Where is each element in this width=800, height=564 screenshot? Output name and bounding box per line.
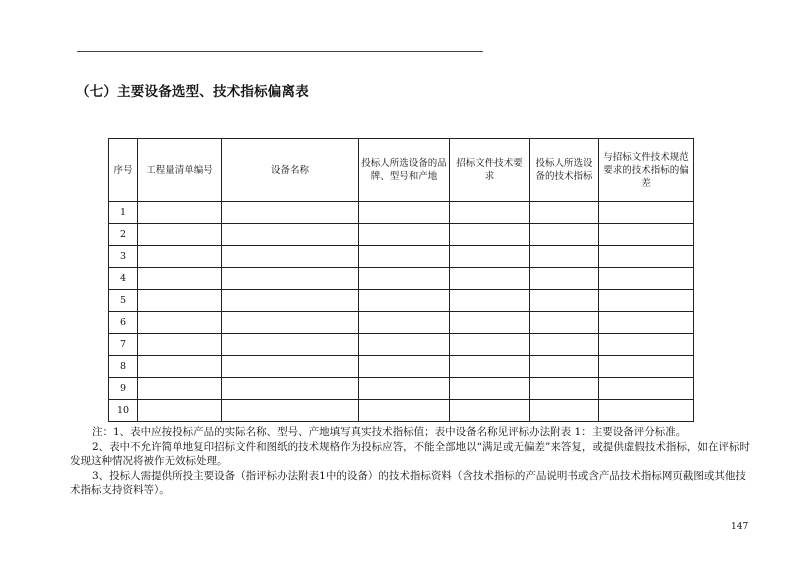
table-row (109, 378, 694, 400)
table-row (109, 356, 694, 378)
cell-bill-number (138, 202, 222, 224)
row-number: 6 (109, 312, 138, 334)
cell-bill-number (138, 290, 222, 312)
header-rule (77, 51, 483, 52)
cell-deviation (599, 290, 694, 312)
deviation-table (108, 138, 694, 422)
table-row (109, 268, 694, 290)
header-equipment-name: 设备名称 (222, 139, 359, 202)
header-serial: 序号 (109, 139, 138, 202)
cell-bidder-spec (530, 202, 599, 224)
table-row (109, 202, 694, 224)
section-heading: （七）主要设备选型、技术指标偏离表 (76, 84, 309, 100)
header-brand-model-origin: 投标人所选设备的品牌、型号和产地 (359, 139, 450, 202)
cell-equipment-name (222, 246, 359, 268)
cell-bidder-spec (530, 312, 599, 334)
cell-bidder-spec (530, 400, 599, 422)
cell-brand-model-origin (359, 378, 450, 400)
cell-tender-requirement (450, 378, 530, 400)
cell-equipment-name (222, 334, 359, 356)
row-number: 5 (109, 290, 138, 312)
cell-bill-number (138, 400, 222, 422)
cell-equipment-name (222, 224, 359, 246)
cell-brand-model-origin (359, 312, 450, 334)
cell-bidder-spec (530, 378, 599, 400)
cell-bidder-spec (530, 268, 599, 290)
cell-bill-number (138, 268, 222, 290)
cell-deviation (599, 356, 694, 378)
cell-deviation (599, 378, 694, 400)
row-number: 8 (109, 356, 138, 378)
cell-brand-model-origin (359, 246, 450, 268)
header-bidder-spec: 投标人所选设备的技术指标 (530, 139, 599, 202)
cell-equipment-name (222, 268, 359, 290)
table-row (109, 224, 694, 246)
cell-bill-number (138, 356, 222, 378)
header-bill-number: 工程量清单编号 (138, 139, 222, 202)
cell-deviation (599, 202, 694, 224)
cell-deviation (599, 312, 694, 334)
table-header-row (109, 139, 694, 202)
cell-deviation (599, 334, 694, 356)
cell-tender-requirement (450, 400, 530, 422)
cell-brand-model-origin (359, 224, 450, 246)
cell-equipment-name (222, 202, 359, 224)
cell-deviation (599, 400, 694, 422)
cell-equipment-name (222, 290, 359, 312)
cell-bidder-spec (530, 224, 599, 246)
row-number: 10 (109, 400, 138, 422)
cell-bill-number (138, 224, 222, 246)
cell-bidder-spec (530, 356, 599, 378)
cell-tender-requirement (450, 246, 530, 268)
cell-tender-requirement (450, 290, 530, 312)
cell-bill-number (138, 334, 222, 356)
cell-brand-model-origin (359, 268, 450, 290)
cell-tender-requirement (450, 356, 530, 378)
cell-equipment-name (222, 378, 359, 400)
cell-equipment-name (222, 312, 359, 334)
cell-deviation (599, 246, 694, 268)
table-row (109, 312, 694, 334)
cell-equipment-name (222, 356, 359, 378)
note-3: 3、投标人需提供所投主要设备（指评标办法附表1中的设备）的技术指标资料（含技术指标的产品说明书或含产品技术指标网页截图或其他技术指标支持资料等）。 (70, 469, 746, 497)
row-number: 9 (109, 378, 138, 400)
cell-brand-model-origin (359, 202, 450, 224)
cell-bill-number (138, 312, 222, 334)
cell-tender-requirement (450, 268, 530, 290)
note-2: 2、表中不允许简单地复印招标文件和图纸的技术规格作为投标应答，不能全部地以“满足或无偏差”来答复，或提供虚假技术指标，如在评标时发现这种情况将被作无效标处理。 (70, 440, 750, 468)
cell-brand-model-origin (359, 400, 450, 422)
note-1: 注：1、表中应按投标产品的实际名称、型号、产地填写真实技术指标值；表中设备名称见评标办法附表 1：主要设备评分标准。 (92, 426, 687, 438)
table-row (109, 290, 694, 312)
table-notes (70, 425, 750, 498)
cell-brand-model-origin (359, 334, 450, 356)
cell-bill-number (138, 378, 222, 400)
row-number: 1 (109, 202, 138, 224)
cell-tender-requirement (450, 312, 530, 334)
row-number: 7 (109, 334, 138, 356)
cell-bidder-spec (530, 334, 599, 356)
cell-deviation (599, 268, 694, 290)
cell-deviation (599, 224, 694, 246)
cell-bidder-spec (530, 246, 599, 268)
cell-equipment-name (222, 400, 359, 422)
cell-tender-requirement (450, 224, 530, 246)
row-number: 4 (109, 268, 138, 290)
cell-bidder-spec (530, 290, 599, 312)
cell-bill-number (138, 246, 222, 268)
row-number: 3 (109, 246, 138, 268)
cell-brand-model-origin (359, 290, 450, 312)
page-number: 147 (731, 522, 749, 532)
cell-brand-model-origin (359, 356, 450, 378)
header-deviation: 与招标文件技术规范要求的技术指标的偏差 (599, 139, 694, 202)
table-row (109, 400, 694, 422)
header-tender-requirement: 招标文件技术要求 (450, 139, 530, 202)
cell-tender-requirement (450, 334, 530, 356)
table-row (109, 334, 694, 356)
cell-tender-requirement (450, 202, 530, 224)
table-row (109, 246, 694, 268)
row-number: 2 (109, 224, 138, 246)
